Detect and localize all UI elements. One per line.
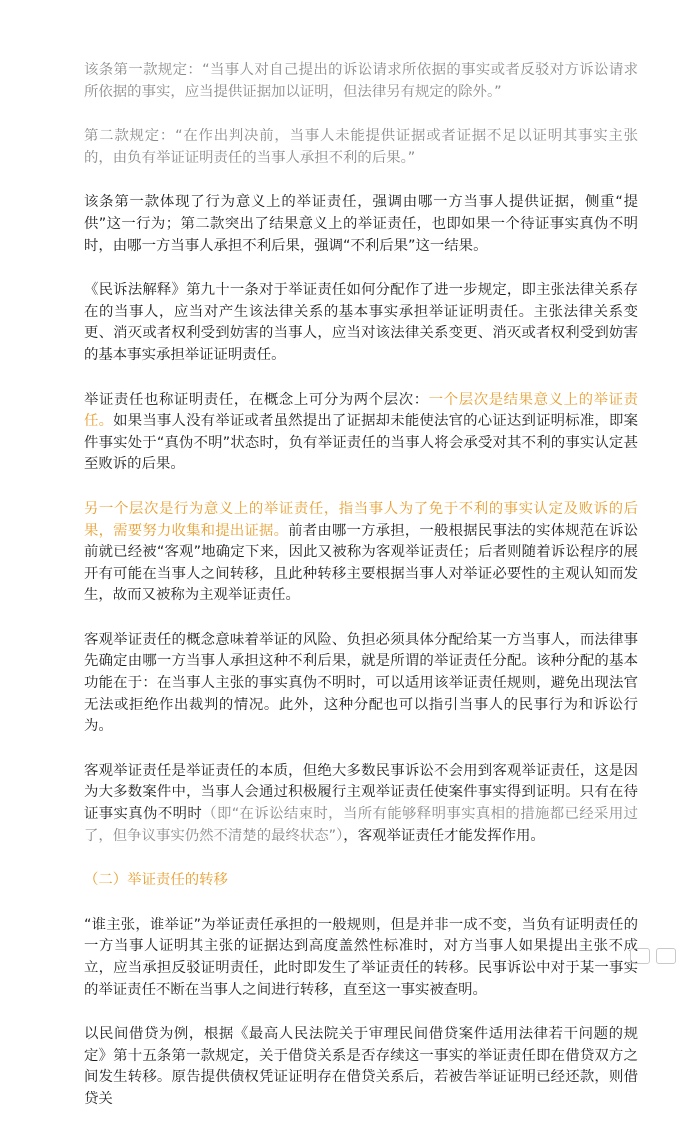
para-1-seg-1: 该条第一款规定：“当事人对自己提出的诉讼请求所依据的事实或者反驳对方诉讼请求所依据的事实，应当提供证据加以证明，但法律另有规定的除外。” (84, 62, 638, 100)
window-icon (656, 948, 676, 964)
para-7-seg-1: 客观举证责任的概念意味着举证的风险、负担必须具体分配给某一方当事人，而法律事先确定由哪一方当事人承担这种不利后果，就是所谓的举证责任分配。该种分配的基本功能在于：在当事人主张的事实真伪不明时，可以适用该举证责任规则，避免出现法官无法或拒绝作出裁判的情况。此外，这种分配也可以指引当事人的民事行为和诉讼行为。 (84, 631, 638, 735)
para-8-seg-2: （即“在诉讼结束时，当所有能够释明事实真相的措施都已经采用过了，但争议事实仍然不清楚的最终状态”） (84, 806, 638, 844)
para-4-seg-1: 《民诉法解释》第九十一条对于举证责任如何分配作了进一步规定，即主张法律关系存在的当事人，应当对产生该法律关系的基本事实承担举证证明责任。主张法律关系变更、消灭或者权利受到妨害的当事人，应当对该法律关系变更、消灭或者权利受到妨害的基本事实承担举证证明责任。 (84, 282, 638, 363)
article-body (84, 60, 638, 1134)
para-1 (84, 60, 638, 103)
window-icon (630, 948, 650, 964)
para-10-seg-1: 以民间借贷为例，根据《最高人民法院关于审理民间借贷案件适用法律若干问题的规定》第十五条第一款规定，关于借贷关系是否存续这一事实的举证责任即在借贷双方之间发生转移。原告提供债权凭证证明存在借贷关系后，若被告举证证明已经还款，则借贷关 (84, 1026, 638, 1107)
para-3-seg-1: 该条第一款体现了行为意义上的举证责任，强调由哪一方当事人提供证据，侧重“提供”这一行为；第二款突出了结果意义上的举证责任，也即如果一个待证事实真伪不明时，由哪一方当事人承担不利后果，强调“不利后果”这一结果。 (84, 194, 638, 254)
para-8-seg-1: 客观举证责任是举证责任的本质，但绝大多数民事诉讼不会用到客观举证责任，这是因为大多数案件中，当事人会通过积极履行主观举证责任使案件事实得到证明。只有在待证事实真伪不明时 (84, 762, 638, 823)
para-2 (84, 126, 638, 169)
para-5-seg-3: 如果当事人没有举证或者虽然提出了证据却未能使法官的心证达到证明标准，即案件事实处于“真伪不明”状态时，负有举证责任的当事人将会承受对其不利的事实认定甚至败诉的后果。 (84, 413, 638, 473)
para-5-seg-2: 一个层次是结果意义上的举证责任。 (84, 391, 638, 430)
para-6-seg-2: 前者由哪一方承担，一般根据民事法的实体规范在诉讼前就已经被“客观”地确定下来，因此又被称为客观举证责任；后者则随着诉讼程序的展开有可能在当事人之间转移，且此种转移主要根据当事人对举证必要性的主观认知而发生，故而又被称为主观举证责任。 (84, 522, 638, 604)
para-6 (84, 499, 638, 607)
para-5-seg-1: 举证责任也称证明责任，在概念上可分为两个层次： (84, 391, 429, 408)
para-9-seg-1: “谁主张，谁举证”为举证责任承担的一般规则，但是并非一成不变，当负有证明责任的一方当事人证明其主张的证据达到高度盖然性标准时，对方当事人如果提出主张不成立，应当承担反驳证明责任，此时即发生了举证责任的转移。民事诉讼中对于某一事实的举证责任不断在当事人之间进行转移，直至这一事实被查明。 (84, 916, 638, 998)
page-corner-controls (630, 948, 676, 964)
para-6-seg-1: 另一个层次是行为意义上的举证责任，指当事人为了免于不利的事实认定及败诉的后果，需要努力收集和提出证据。 (84, 500, 638, 539)
para-10 (84, 1024, 638, 1110)
para-8-seg-3: ，客观举证责任才能发挥作用。 (343, 827, 545, 844)
para-3 (84, 192, 638, 257)
para-5 (84, 390, 638, 476)
para-2-seg-1: 第二款规定：“在作出判决前，当事人未能提供证据或者证据不足以证明其事实主张的，由负有举证证明责任的当事人承担不利的后果。” (84, 128, 638, 166)
para-7 (84, 630, 638, 738)
para-4 (84, 280, 638, 366)
para-8 (84, 761, 638, 847)
para-9 (84, 915, 638, 1001)
section-title: （二）举证责任的转移 (84, 872, 228, 889)
